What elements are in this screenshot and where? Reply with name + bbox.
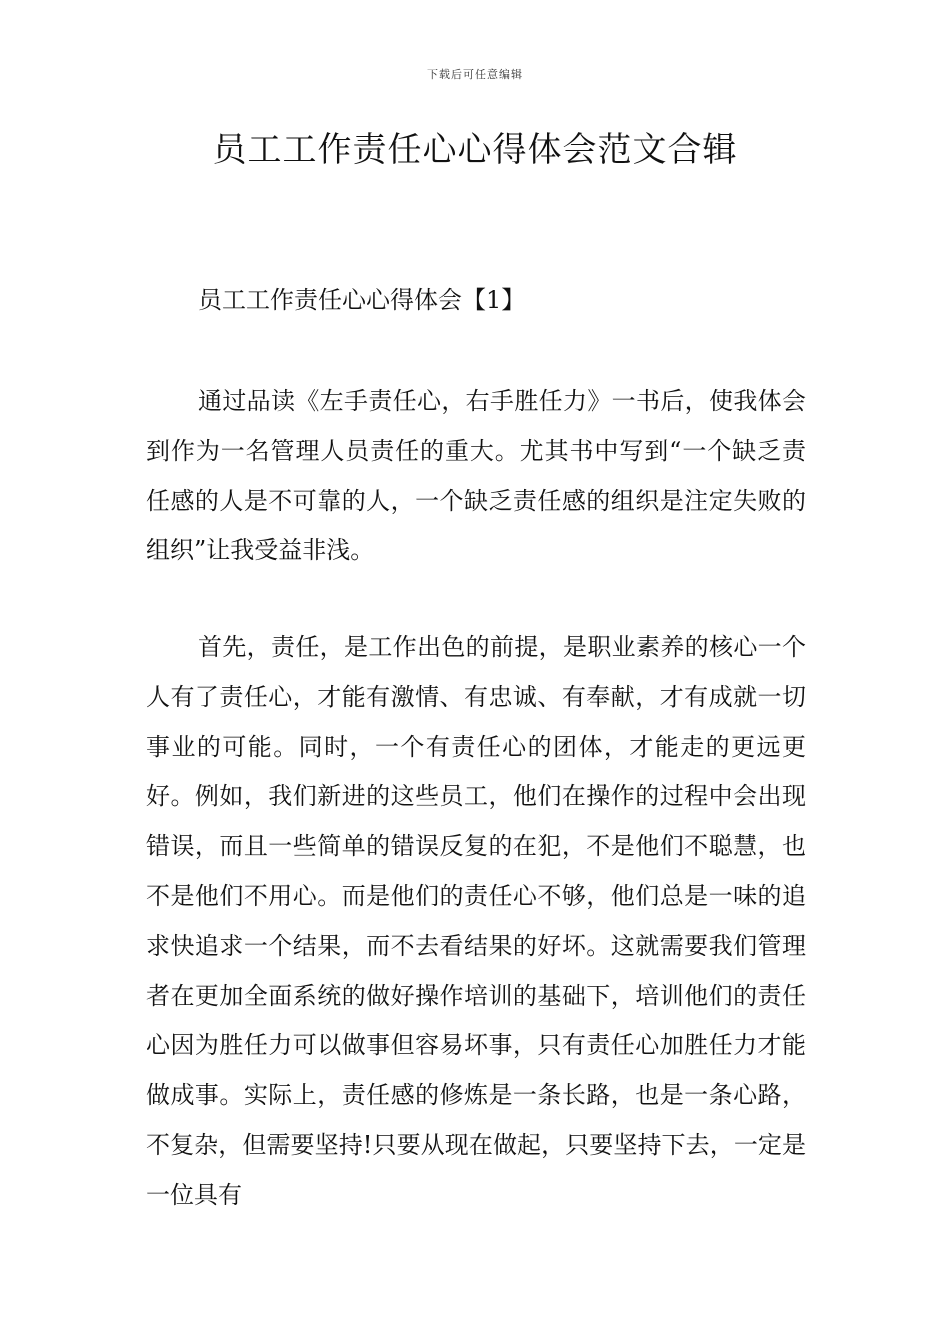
header-note: 下载后可任意编辑 [427, 68, 523, 81]
body-paragraph-1: 通过品读《左手责任心，右手胜任力》一书后，使我体会到作为一名管理人员责任的重大。尤其书中写到“一个缺乏责任感的人是不可靠的人，一个缺乏责任感的组织是注定失败的组织”让我受益非浅。 [146, 387, 806, 565]
body-paragraph-2: 首先，责任，是工作出色的前提，是职业素养的核心一个人有了责任心，才能有激情、有忠诚、有奉献，才有成就一切事业的可能。同时，一个有责任心的团体，才能走的更远更好。例如，我们新进的这些员工，他们在操作的过程中会出现错误，而且一些简单的错误反复的在犯，不是他们不聪慧，也不是他们不用心。而是他们的责任心不够，他们总是一味的追求快追求一个结果，而不去看结果的好坏。这就需要我们管理者在更加全面系统的做好操作培训的基础下，培训他们的责任心因为胜任力可以做事但容易坏事，只有责任心加胜任力才能做成事。实际上，责任感的修炼是一条长路，也是一条心路，不复杂，但需要坚持!只要从现在做起，只要坚持下去，一定是一位具有 [146, 633, 806, 1209]
section-heading: 员工工作责任心心得体会【1】 [198, 286, 526, 314]
document-title: 员工工作责任心心得体会范文合辑 [212, 130, 738, 170]
